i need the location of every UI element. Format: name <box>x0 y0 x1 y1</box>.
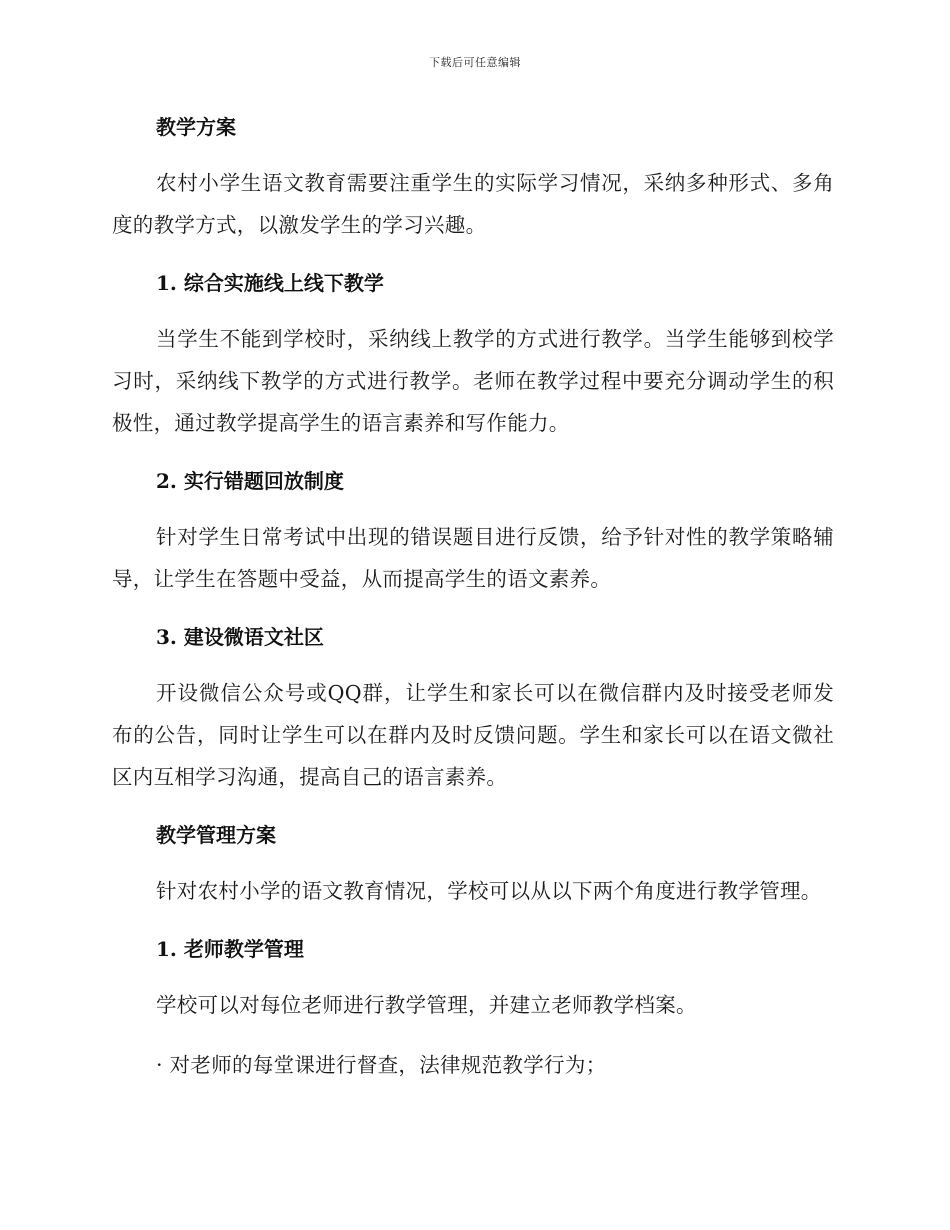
section-title-teaching-plan: 教学方案 <box>156 115 236 139</box>
document-body <box>112 110 834 1086</box>
section-intro-management: 针对农村小学的语文教育情况，学校可以从以下两个角度进行教学管理。 <box>156 879 822 903</box>
item-paragraph-online-offline: 当学生不能到学校时，采纳线上教学的方式进行教学。当学生能够到校学习时，采纳线下教学的方式进行教学。老师在教学过程中要充分调动学生的积极性，通过教学提高学生的语言素养和写作能力。 <box>112 327 834 435</box>
item-paragraph-teacher-management: 学校可以对每位老师进行教学管理，并建立老师教学档案。 <box>156 993 697 1017</box>
page-header: 下载后可任意编辑 <box>429 56 521 69</box>
item-title-online-offline: 1. 综合实施线上线下教学 <box>156 271 384 295</box>
section-title-management-plan: 教学管理方案 <box>156 823 276 847</box>
item-paragraph-micro-community: 开设微信公众号或QQ群，让学生和家长可以在微信群内及时接受老师发布的公告，同时让学生可以在群内及时反馈问题。学生和家长可以在语文微社区内互相学习沟通，提高自己的语言素养。 <box>112 681 834 789</box>
item-title-teacher-management: 1. 老师教学管理 <box>156 937 304 961</box>
item-title-error-review: 2. 实行错题回放制度 <box>156 469 344 493</box>
item-title-micro-community: 3. 建设微语文社区 <box>156 625 324 649</box>
bullet-item-lesson-supervision: · 对老师的每堂课进行督查，法律规范教学行为； <box>156 1053 607 1077</box>
item-paragraph-error-review: 针对学生日常考试中出现的错误题目进行反馈，给予针对性的教学策略辅导，让学生在答题中受益，从而提高学生的语文素养。 <box>112 525 834 591</box>
section-intro-paragraph: 农村小学生语文教育需要注重学生的实际学习情况，采纳多种形式、多角度的教学方式，以激发学生的学习兴趣。 <box>112 171 834 237</box>
